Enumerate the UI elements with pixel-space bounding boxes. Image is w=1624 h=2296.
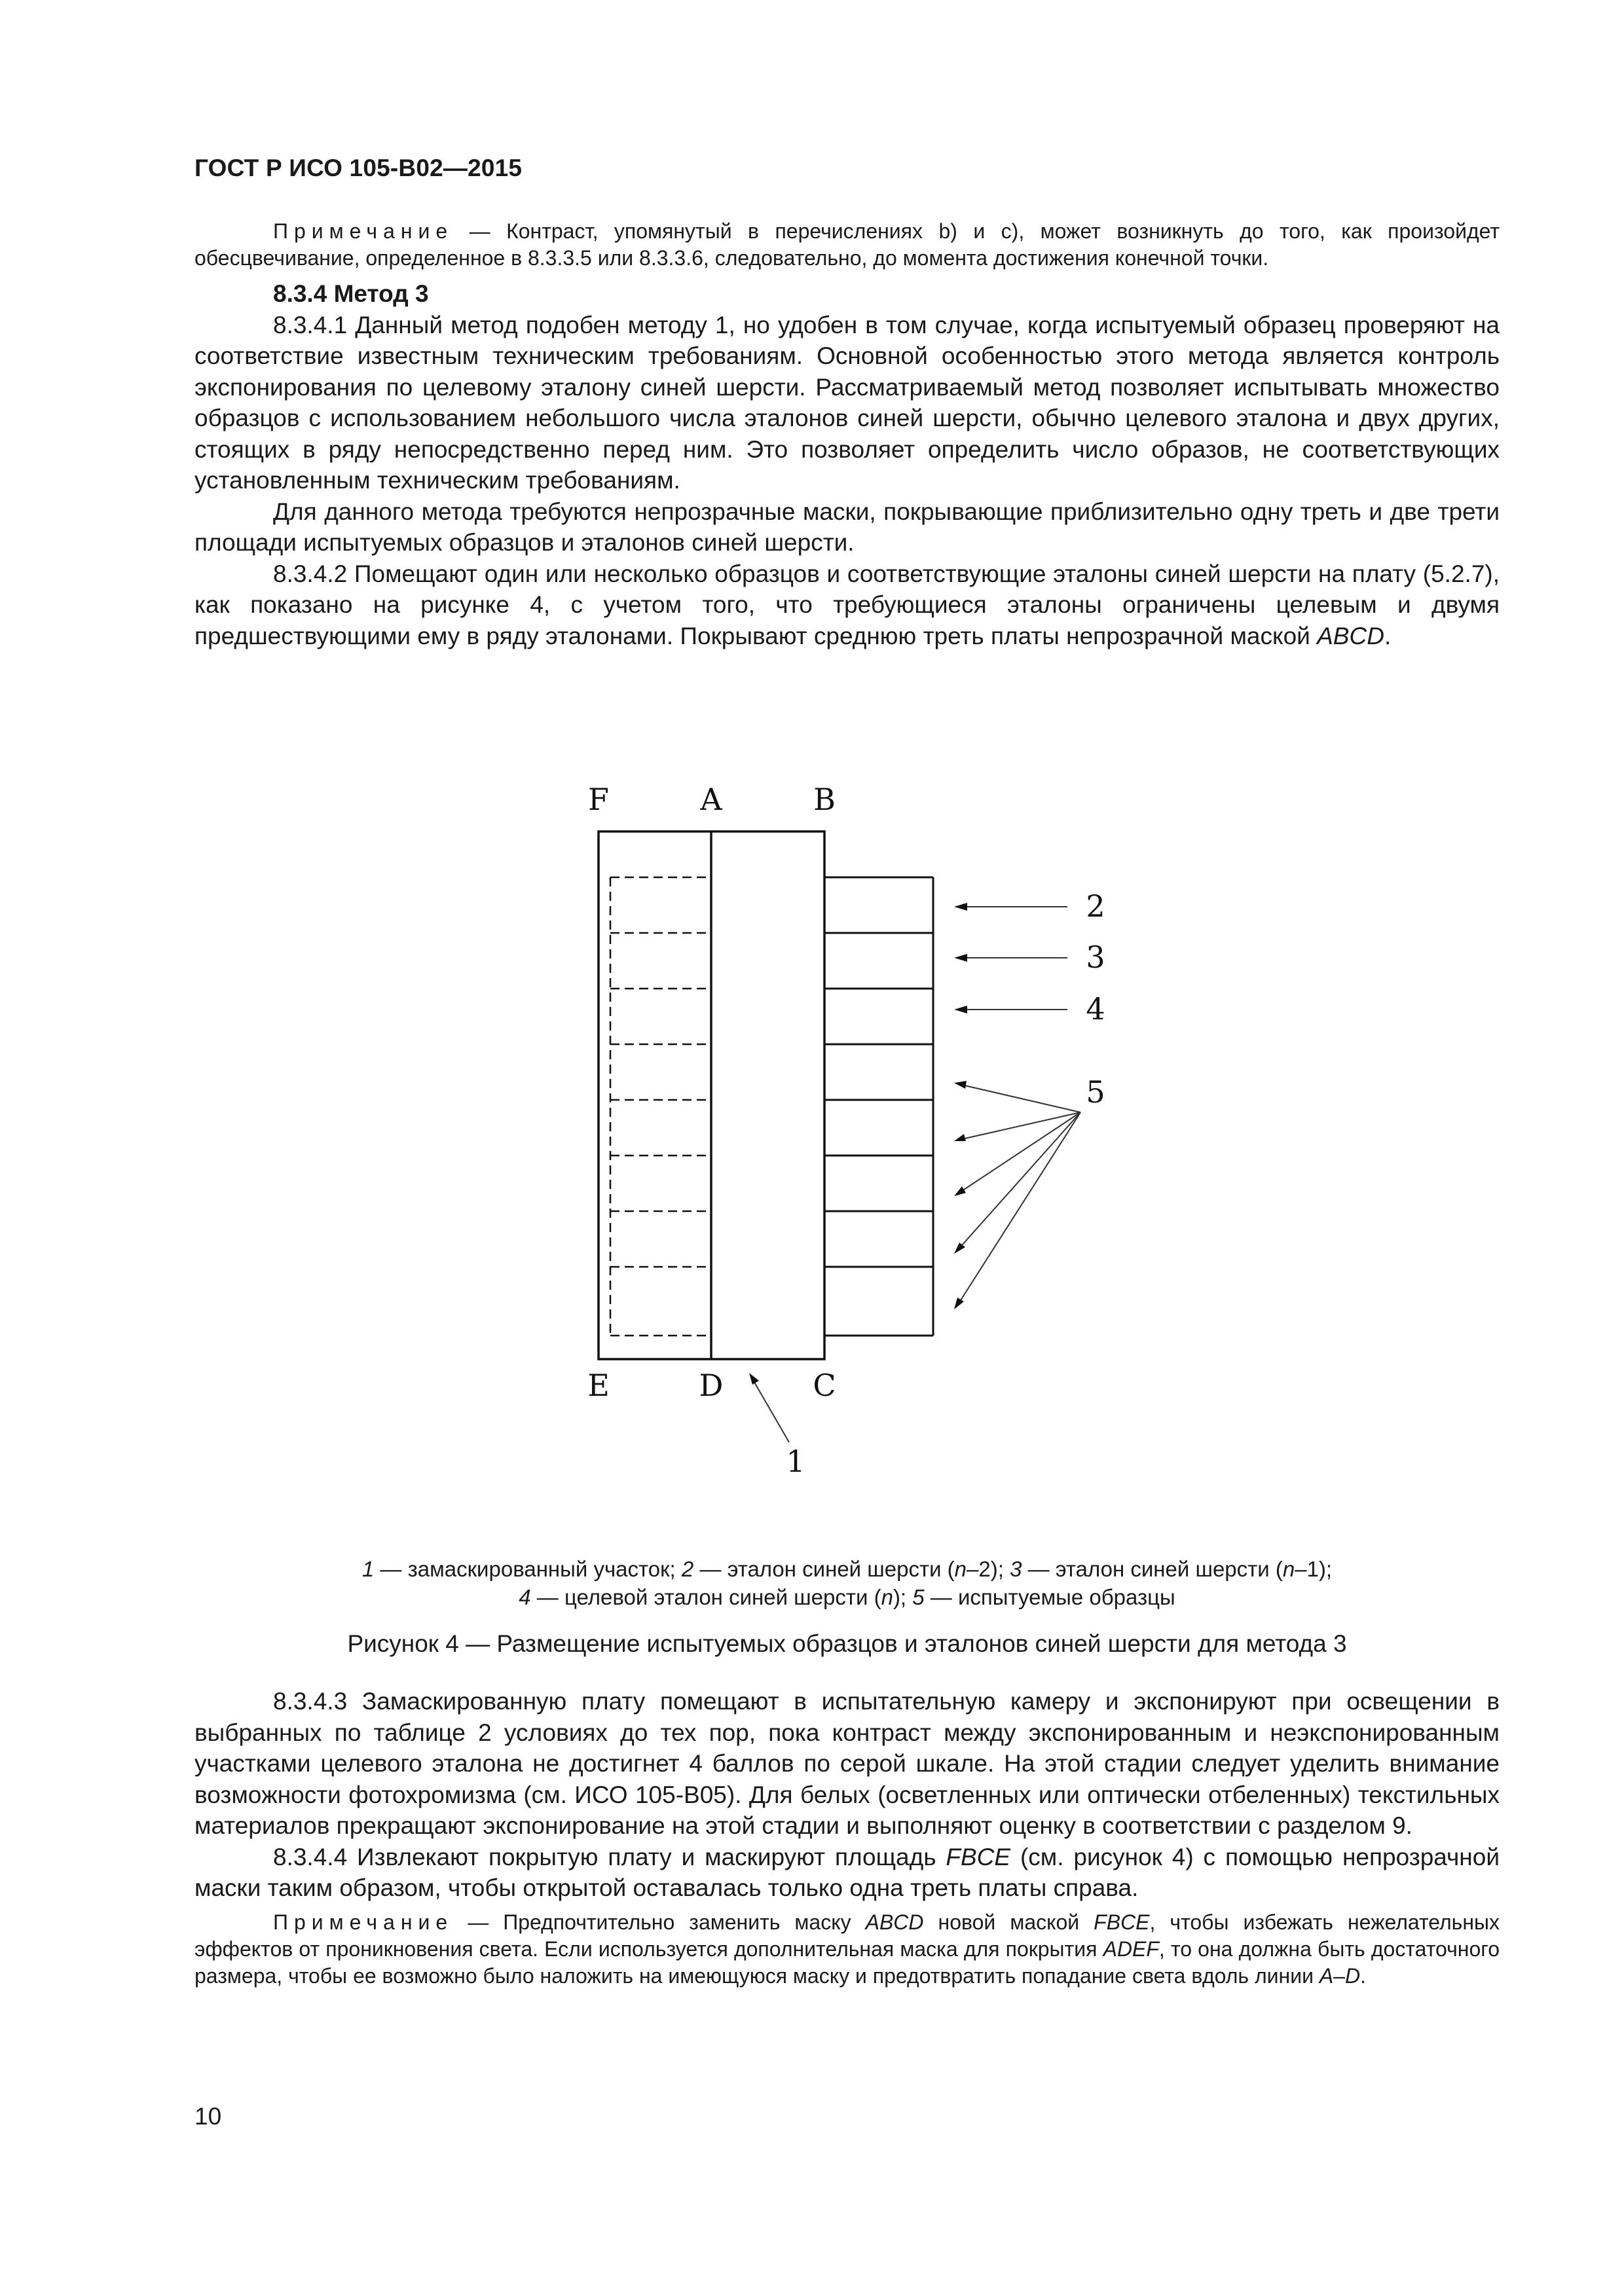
figure-4 bbox=[563, 776, 1185, 1509]
paragraph-masks: Для данного метода требуются непрозрачные маски, покрывающие приблизительно одну треть и две трети площади испытуемых образцов и эталонов синей шерсти. bbox=[194, 498, 1500, 556]
paragraph-text: 8.3.4.2 Помещают один или несколько образцов и соответствующие эталоны синей шерсти на плату (5.2.7), как показано на рисунке 4, с учетом того, что требующиеся эталоны ограничены целевым и двумя предшествующими ему в ряду эталонами. Покрывают среднюю треть платы непрозрачной маской bbox=[194, 560, 1500, 649]
figure-legend-line-1: 1 — замаскированный участок; 2 — эталон синей шерсти (n–2); 3 — эталон синей шерсти (n–1); bbox=[361, 1557, 1333, 1581]
callout-1: 1 bbox=[786, 1444, 805, 1479]
mask-label: FBCE bbox=[946, 1843, 1011, 1870]
callout-4: 4 bbox=[1086, 991, 1105, 1027]
label-f: F bbox=[588, 782, 609, 817]
paragraph-8-3-4-3: 8.3.4.3 Замаскированную плату помещают в испытательную камеру и экспонируют при освещении в выбранных по таблице 2 условиях до тех пор, пока контраст между экспонированным и неэкспонированным участками целевого эталона не достигнет 4 баллов по серой шкале. На этой стадии следует уделить внимание возможности фотохромизма (см. ИСО 105-В05). Для белых (осветленных или оптически отбеленных) текстильных материалов прекращают экспонирование на этой стадии и выполняют оценку в соответствии с разделом 9. bbox=[194, 1688, 1500, 1839]
paragraph-8-3-4-2 bbox=[194, 558, 1500, 652]
callout-arrowheads bbox=[749, 903, 967, 1385]
figure-legend-line-2: 4 — целевой эталон синей шерсти (n); 5 — испытуемые образцы bbox=[519, 1585, 1175, 1609]
paragraph-8-3-4-4: 8.3.4.4 Извлекают покрытую плату и маскируют площадь FBCE (см. рисунок 4) с помощью непрозрачной маски таким образом, чтобы открытой оставалась только одна треть платы справа. bbox=[194, 1843, 1500, 1901]
document-header: ГОСТ Р ИСО 105-В02—2015 bbox=[194, 155, 523, 181]
callout-3: 3 bbox=[1086, 939, 1105, 975]
sample-strips bbox=[824, 877, 933, 1336]
bottom-text-block bbox=[194, 1686, 1500, 1990]
callout-leaders bbox=[750, 907, 1080, 1442]
note-2: Примечание — Предпочтительно заменить маску ABCD новой маской FBCE, чтобы избежать нежелательных эффектов от проникновения света. Если используется дополнительная маска для покрытия ADEF, то она должна быть достаточного размера, чтобы ее возможно было наложить на имеющуюся маску и предотвратить попадание света вдоль линии A–D. bbox=[194, 1910, 1500, 1988]
section-heading: 8.3.4 Метод 3 bbox=[273, 280, 429, 307]
masked-area-dashes bbox=[610, 877, 711, 1336]
top-text-block bbox=[194, 218, 1500, 651]
label-c: C bbox=[813, 1368, 836, 1403]
figure-title: Рисунок 4 — Размещение испытуемых образцов и эталонов синей шерсти для метода 3 bbox=[347, 1630, 1347, 1657]
callout-5: 5 bbox=[1086, 1074, 1105, 1110]
note-1 bbox=[194, 218, 1500, 272]
paragraph-end: . bbox=[1384, 622, 1392, 649]
label-d: D bbox=[699, 1368, 724, 1403]
note-label: Примечание bbox=[273, 1910, 454, 1934]
note-text: — Контраст, упомянутый в перечислениях b) и с), может возникнуть до того, как произойдет обесцвечивание, определенное в 8.3.3.5 или 8.3.3.6, следовательно, до момента достижения конечной точки. bbox=[194, 219, 1500, 270]
label-e: E bbox=[587, 1368, 610, 1403]
figure-4-diagram bbox=[563, 776, 1185, 1509]
paragraph-8-3-4-1: 8.3.4.1 Данный метод подобен методу 1, но удобен в том случае, когда испытуемый образец проверяют на соответствие известным техническим требованиям. Основной особенностью этого метода является контроль экспонирования по целевому эталону синей шерсти. Рассматриваемый метод позволяет испытывать множество образцов с использованием небольшого числа эталонов синей шерсти, обычно целевого эталона и двух других, стоящих в ряду непосредственно перед ним. Это позволяет определить число образов, не соответствующих установленным техническим требованиям. bbox=[194, 311, 1500, 494]
label-b: B bbox=[813, 782, 836, 817]
note-label: Примечание bbox=[273, 219, 454, 243]
label-a: A bbox=[700, 782, 722, 817]
mask-label: ABCD bbox=[1317, 622, 1384, 649]
callout-2: 2 bbox=[1086, 888, 1105, 924]
page-number: 10 bbox=[194, 2103, 222, 2130]
